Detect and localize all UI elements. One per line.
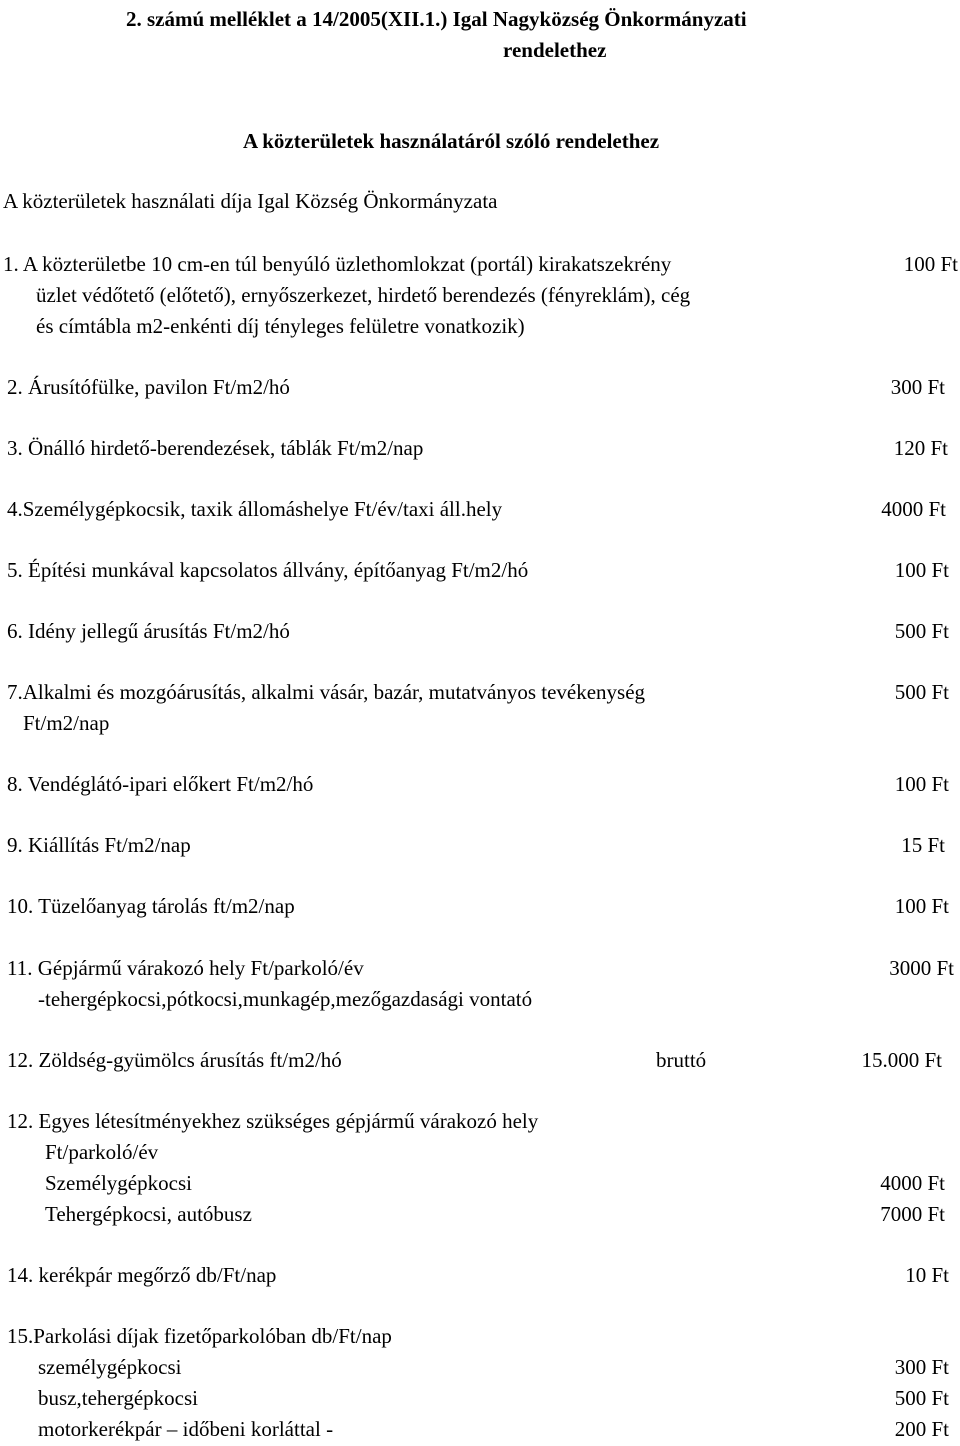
fee-item-6-price: 500 Ft [894, 619, 949, 643]
fee-item-12b-sub1-price: 4000 Ft [880, 1171, 945, 1195]
fee-item-11-line1: 11. Gépjármű várakozó hely Ft/parkoló/év [7, 956, 364, 980]
fee-item-2-label: 2. Árusítófülke, pavilon Ft/m2/hó [7, 375, 290, 399]
fee-item-12b-sub2-label: Tehergépkocsi, autóbusz [45, 1202, 252, 1226]
fee-item-1-line3: és címtábla m2-enkénti díj tényleges felületre vonatkozik) [36, 314, 525, 338]
fee-item-8-price: 100 Ft [894, 772, 949, 796]
fee-item-15-sub1-label: személygépkocsi [38, 1355, 182, 1379]
fee-item-5-price: 100 Ft [894, 558, 949, 582]
fee-item-10-label: 10. Tüzelőanyag tárolás ft/m2/nap [7, 894, 295, 918]
fee-item-11-price: 3000 Ft [889, 956, 954, 980]
fee-item-9-label: 9. Kiállítás Ft/m2/nap [7, 833, 191, 857]
fee-item-7-price: 500 Ft [894, 680, 949, 704]
fee-item-15-sub2-label: busz,tehergépkocsi [38, 1386, 198, 1410]
fee-item-12a-label: 12. Zöldség-gyümölcs árusítás ft/m2/hó [7, 1048, 342, 1072]
fee-item-12a-gross-label: bruttó [656, 1048, 707, 1072]
fee-item-2-price: 300 Ft [890, 375, 945, 399]
fee-item-15-sub1-price: 300 Ft [894, 1355, 949, 1379]
fee-item-15-sub3-price: 200 Ft [894, 1417, 949, 1441]
fee-item-7-line2: Ft/m2/nap [23, 711, 110, 735]
fee-item-8-label: 8. Vendéglátó-ipari előkert Ft/m2/hó [7, 772, 314, 796]
fee-item-6-label: 6. Idény jellegű árusítás Ft/m2/hó [7, 619, 290, 643]
fee-item-9-price: 15 Ft [901, 833, 945, 857]
fee-item-4-label: 4.Személygépkocsik, taxik állomáshelye Ft/év/taxi áll.hely [7, 497, 503, 521]
fee-item-14-price: 10 Ft [905, 1263, 949, 1287]
document-title-line1: 2. számú melléklet a 14/2005(XII.1.) Igal Nagyközség Önkormányzati [126, 7, 747, 31]
fee-item-3-label: 3. Önálló hirdető-berendezések, táblák Ft/m2/nap [7, 436, 424, 460]
fee-item-12b-line1: 12. Egyes létesítményekhez szükséges gépjármű várakozó hely [7, 1109, 539, 1133]
fee-item-15-label: 15.Parkolási díjak fizetőparkolóban db/Ft/nap [7, 1324, 392, 1348]
fee-item-3-price: 120 Ft [893, 436, 948, 460]
fee-item-15-sub3-label: motorkerékpár – időbeni korláttal - [38, 1417, 334, 1441]
document-intro: A közterületek használati díja Igal Község Önkormányzata [3, 189, 498, 213]
fee-item-1-price: 100 Ft [903, 252, 958, 276]
fee-item-12a-price: 15.000 Ft [861, 1048, 942, 1072]
fee-item-10-price: 100 Ft [894, 894, 949, 918]
fee-item-11-line2: -tehergépkocsi,pótkocsi,munkagép,mezőgazdasági vontató [38, 987, 533, 1011]
fee-item-14-label: 14. kerékpár megőrző db/Ft/nap [7, 1263, 277, 1287]
document-title-line2: rendelethez [503, 38, 607, 62]
fee-item-12b-sub1-label: Személygépkocsi [45, 1171, 192, 1195]
fee-item-5-label: 5. Építési munkával kapcsolatos állvány, építőanyag Ft/m2/hó [7, 558, 529, 582]
fee-item-4-price: 4000 Ft [881, 497, 946, 521]
fee-item-15-sub2-price: 500 Ft [894, 1386, 949, 1410]
fee-item-1-line1: 1. A közterületbe 10 cm-en túl benyúló üzlethomlokzat (portál) kirakatszekrény [3, 252, 672, 276]
fee-item-1-line2: üzlet védőtető (előtető), ernyőszerkezet, hirdető berendezés (fényreklám), cég [36, 283, 691, 307]
document-subtitle: A közterületek használatáról szóló rendelethez [243, 129, 660, 153]
fee-item-7-line1: 7.Alkalmi és mozgóárusítás, alkalmi vásár, bazár, mutatványos tevékenység [7, 680, 646, 704]
fee-item-12b-sub2-price: 7000 Ft [880, 1202, 945, 1226]
fee-item-12b-line2: Ft/parkoló/év [45, 1140, 159, 1164]
